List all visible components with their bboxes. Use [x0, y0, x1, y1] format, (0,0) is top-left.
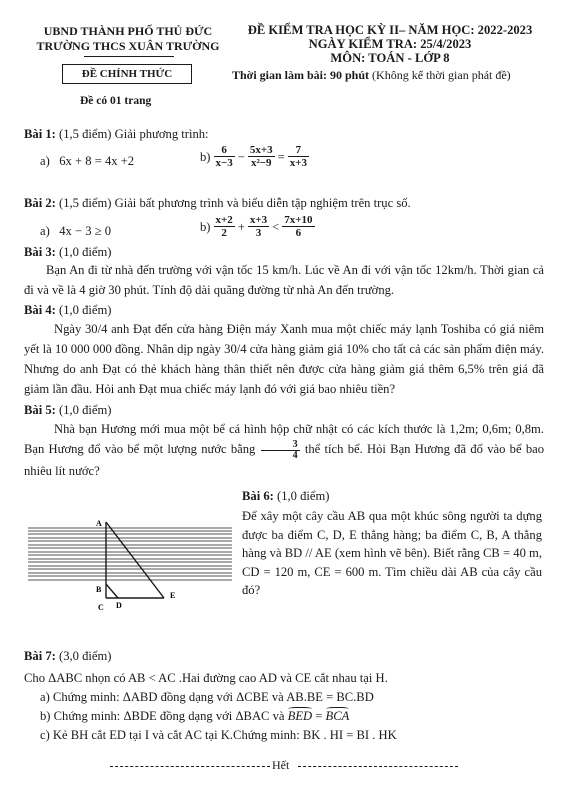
pages-note: Đề có 01 trang: [80, 95, 152, 107]
q5-text: [24, 419, 544, 481]
q1-title: (1,5 điểm) Giải phương trình:: [59, 127, 209, 141]
official-stamp: ĐỀ CHÍNH THỨC: [62, 64, 192, 84]
q1-label: Bài 1:: [24, 127, 56, 141]
footer-line-left: [110, 766, 270, 768]
q3-heading: [24, 244, 111, 260]
q7-b-angle2: BCA: [325, 709, 350, 723]
fig-label-d: D: [116, 601, 122, 610]
q6-label: Bài 6:: [242, 489, 274, 503]
q1-b-eq: =: [277, 149, 285, 164]
q5-label: Bài 5:: [24, 403, 56, 417]
q1-a-label: a): [40, 154, 50, 168]
time-note: (Không kể thời gian phát đề): [372, 68, 511, 82]
fig-label-e: E: [170, 591, 176, 600]
q1-b-den2: x²−9: [250, 157, 272, 169]
q2-part-a: [40, 223, 111, 239]
q2-b-num1: x+2: [215, 214, 233, 226]
q5-title: (1,0 điểm): [59, 403, 112, 417]
q7-intro: Cho ΔABC nhọn có AB < AC .Hai đường cao AD và CE cắt nhau tại H.: [24, 671, 388, 685]
q7-label: Bài 7:: [24, 649, 56, 663]
q2-b-den2: 3: [255, 227, 262, 239]
q5-heading: [24, 402, 111, 418]
footer-line-right: [298, 766, 458, 768]
q1-heading: [24, 126, 209, 142]
q2-b-num2: x+3: [249, 214, 268, 226]
header-underline: [84, 56, 174, 57]
q2-a-label: a): [40, 224, 50, 238]
q3-title: (1,0 điểm): [59, 245, 112, 259]
q2-a-inequality: 4x − 3 ≥ 0: [59, 224, 112, 238]
q4-label: Bài 4:: [24, 303, 56, 317]
q2-b-lt: <: [272, 219, 280, 234]
q4-text: Ngày 30/4 anh Đạt đến cửa hàng Điện máy Xanh mua một chiếc máy lạnh Toshiba có giá niêm yết là 10 000 000 đồng. Nhân dịp ngày 30/4 cửa hàng giảm giá 10% cho tất cả các sản phẩm điện máy. Nhưng do anh Đạt có thẻ khách hàng thân thiết nên được cửa hàng giảm giá thêm 6,5% trên giá đã giảm lần đầu. Hỏi anh Đạt mua chiếc máy lạnh đó với giá bao nhiêu tiền?: [24, 322, 544, 396]
q1-b-label: b): [200, 149, 211, 164]
fig-label-a: A: [96, 519, 102, 528]
q2-b-den3: 6: [295, 227, 302, 239]
exam-subject: MÔN: TOÁN - LỚP 8: [330, 51, 450, 65]
q7-part-c: c) Kẻ BH cắt ED tại I và cắt AC tại K.Chứng minh: BK . HI = BI . HK: [40, 728, 397, 742]
q7-part-b: [40, 708, 349, 724]
header-left: [18, 24, 238, 54]
q1-b-num3: 7: [288, 144, 309, 157]
q6-heading: [242, 488, 329, 504]
fig-label-c: C: [98, 603, 104, 612]
q5-frac-num: 3: [261, 440, 300, 451]
q6-figure: [24, 512, 236, 616]
q4-title: (1,0 điểm): [59, 303, 112, 317]
q2-title: (1,5 điểm) Giải bất phương trình và biểu diễn tập nghiệm trên trục số.: [59, 196, 411, 210]
exam-time: [232, 67, 511, 83]
q1-a-equation: 6x + 8 = 4x +2: [59, 154, 135, 168]
q7-part-a: a) Chứng minh: ΔABD đồng dạng với ΔCBE và AB.BE = BC.BD: [40, 690, 374, 704]
q7-b-angle1: BED: [287, 709, 313, 723]
q2-b-num3: 7x+10: [284, 214, 313, 226]
q2-part-b: [200, 214, 316, 239]
q1-b-num1: 6: [214, 144, 235, 157]
q3-text: Bạn An đi từ nhà đến trường với vận tốc 15 km/h. Lúc về An đi với vận tốc 12km/h. Thời gian cả đi và về là 4 giờ 30 phút. Tính độ dài quãng đường từ nhà An đến trường.: [24, 263, 544, 297]
q7-b-eq: =: [315, 709, 323, 723]
q7-b-text: b) Chứng minh: ΔBDE đồng dạng với ΔBAC và: [40, 709, 285, 723]
q6-title: (1,0 điểm): [277, 489, 330, 503]
q2-heading: [24, 195, 411, 211]
q1-b-num2: 5x+3: [249, 144, 273, 156]
q1-b-den1: x−3: [215, 157, 233, 169]
school-name: TRƯỜNG THCS XUÂN TRƯỜNG: [36, 39, 220, 53]
fig-label-b: B: [96, 585, 102, 594]
q2-b-op1: +: [237, 219, 245, 234]
exam-date: NGÀY KIỂM TRA: 25/4/2023: [308, 37, 472, 51]
authority-name: UBND THÀNH PHỐ THỦ ĐỨC: [43, 24, 213, 38]
q1-b-op1: −: [237, 149, 245, 164]
q1-b-den3: x+3: [289, 157, 308, 169]
q7-title: (3,0 điểm): [59, 649, 112, 663]
q3-label: Bài 3:: [24, 245, 56, 259]
q2-label: Bài 2:: [24, 196, 56, 210]
time-label: Thời gian làm bài:: [232, 68, 327, 82]
header-right: [226, 23, 554, 65]
exam-title: ĐỀ KIỂM TRA HỌC KỲ II– NĂM HỌC: 2022-2023: [247, 23, 533, 37]
q2-b-label: b): [200, 219, 211, 234]
q5-text-after: thể tích bể. Hỏi Bạn Hương đã đổ vào bể bao nhiêu lít nước?: [24, 442, 544, 478]
q4-heading: [24, 302, 111, 318]
q5-text-before: Nhà bạn Hương mới mua một bể cá hình hộp chữ nhật có các kích thước là 1,2m; 0,6m; 0,8m. Bạn Hương đổ vào bể một lượng nước bằng: [24, 422, 544, 456]
time-duration: 90 phút: [330, 68, 370, 82]
q2-b-den1: 2: [221, 227, 227, 239]
q5-frac-den: 4: [292, 449, 298, 461]
q7-heading: [24, 648, 111, 664]
footer-end: Hết: [272, 758, 290, 772]
q1-part-a: [40, 153, 134, 169]
q6-text: Để xây một cây cầu AB qua một khúc sông người ta dựng được ba điểm C, D, E thẳng hàng; ba điểm C, B, A thẳng hàng và BD // AE (xem hình vẽ bên). Biết rằng CB = 40 m, CD = 120 m, CE = 600 m. Tìm chiều dài AB của cây cầu đó?: [242, 509, 542, 597]
q1-part-b: [200, 144, 310, 169]
